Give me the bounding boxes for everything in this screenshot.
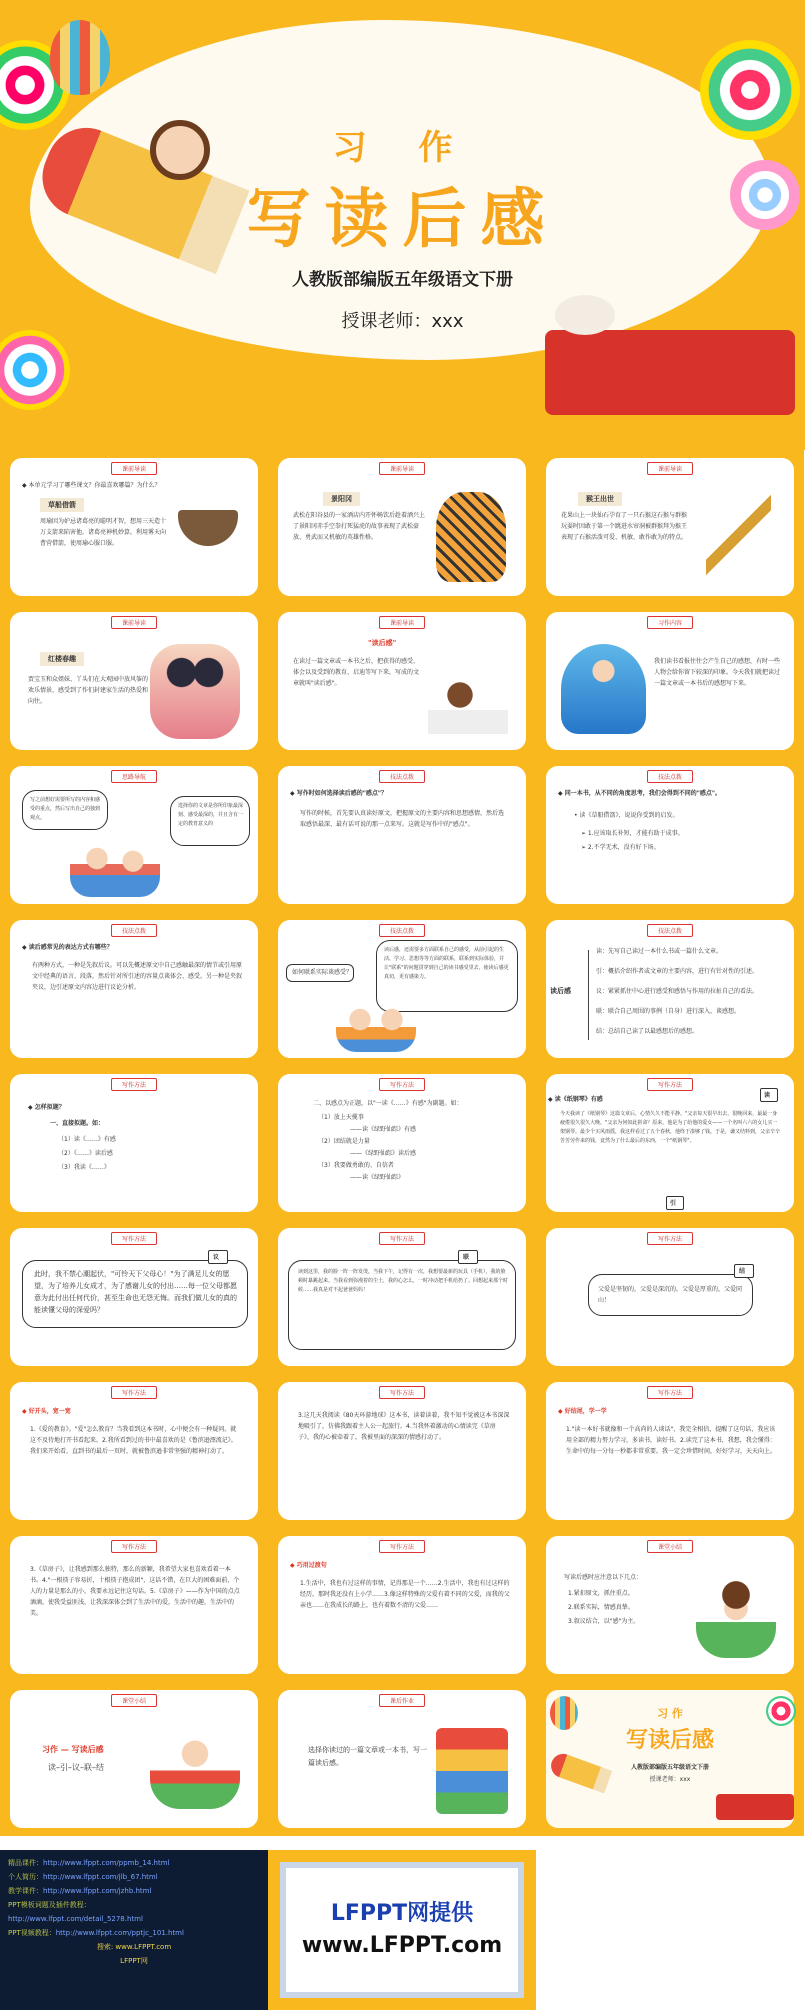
slide-tag: 课前导读 [379, 616, 425, 629]
slide-chip: 红楼春趣 [40, 652, 84, 666]
slide-tag: 思路导航 [111, 770, 157, 783]
structure-mark: 结 [739, 1268, 746, 1275]
slide-thumbnail[interactable] [268, 604, 536, 758]
slide-tag: 写作方法 [111, 1386, 157, 1399]
slide-thumbnail[interactable] [268, 1682, 536, 1836]
slide-body: 贾宝玉和众姐妹、丫头们在大观园中放风筝的欢乐情景，感受到了作们封建家生活的热爱和向往。 [28, 676, 149, 705]
slide-tag: 技法点拨 [647, 924, 693, 937]
slide-thumbnail[interactable] [0, 1682, 268, 1836]
brand-line-2[interactable]: www.LFPPT.com [301, 1933, 503, 1958]
slide-body: 我们读书看报往往会产生自己的感想，有时一些人物会给你留下较深的印象。今天我们就把读过一篇文章或一本书后的感想写下来。 [654, 658, 781, 687]
cover-slide [0, 0, 805, 450]
diagram-center: 读后感 [550, 987, 571, 995]
cover-subtitle: 人教版部编版五年级语文下册 [292, 270, 513, 290]
slide-line: ◆ 怎样拟题？ [28, 1104, 65, 1111]
slide-thumbnail[interactable] [536, 1220, 804, 1374]
slide-heading: ◆ 好开头，宽一宽 [22, 1408, 71, 1415]
cover-heading-big: 写读后感 [246, 183, 559, 257]
link-label: 精品课件： [8, 1859, 43, 1867]
slide-line: 3.叙议结合，以"感"为主。 [568, 1618, 640, 1625]
link-label: 教学课件： [8, 1887, 43, 1895]
slide-thumbnail[interactable] [536, 912, 804, 1066]
slide-thumbnail[interactable] [0, 450, 268, 604]
slide-body: 3.这几天我阅读《80天环游地球》这本书，读着读着，我不知不觉被这本书深深地吸引了，仿佛我跟着主人公一起旅行。4.当我怀着激动的心情读完《草房子》，我的心被牵着了，我被里面的深深的情感打动了。 [298, 1412, 510, 1441]
thought-bubble: 写之前想好需要所写的内容和感受的重点，然后写出自己的独到观点。 [30, 797, 101, 821]
brand-card [280, 1862, 524, 1998]
slide-line: （3）我读《……》 [58, 1164, 110, 1171]
slide-body: 周瑜因为妒忌诸葛亮的聪明才智，想用三天造十万支箭来陷害他。诸葛亮神机妙算，利用雾天向曹营借箭，使周瑜心服口服。 [40, 518, 167, 547]
toy-train-icon [545, 330, 795, 415]
slide-thumbnail[interactable] [0, 1528, 268, 1682]
slide-body: 今天我读了《纸钢琴》这篇文章后，心情久久不能平静。"父亲每天很早出去，很晚回来，最最一身疲倦很久很久大晚。"父亲为何如此拼命？原来，他是为了给他的爱女——一个名叫六六的女儿买一架钢琴。最少个买风雨摇，我这样看过了五个春秋，他终于凑够了钱。于是，谦又结料到，父亲辛辛苦苦劳作来的钱，竟然为了什么最后的东西，一个"纸钢琴"。 [560, 1111, 781, 1144]
footer [0, 1850, 805, 2010]
slide-thumbnail[interactable] [0, 1220, 268, 1374]
monkey-king-icon [706, 490, 771, 580]
slide-question: ◆ 写作时如何选择读后感的"感点"？ [290, 790, 387, 797]
footer-link[interactable]: http://www.lfppt.com/jzhb.html [43, 1887, 152, 1895]
slide-heading: ◆ 好结尾，学一学 [558, 1408, 607, 1415]
slide-thumbnail[interactable] [536, 450, 804, 604]
slide-tag: 课堂小结 [111, 1694, 157, 1707]
slide-tag: 课后作业 [379, 1694, 425, 1707]
slide-thumbnail[interactable] [268, 758, 536, 912]
slide-chip: 景阳冈 [323, 492, 360, 506]
two-girls-icon [150, 644, 240, 739]
slide-question: ◆ 本单元学习了哪些课文？你最喜欢哪篇？为什么？ [22, 482, 161, 489]
slide-thumbnail[interactable] [268, 1220, 536, 1374]
footer-link[interactable]: http://www.lfppt.com/pptjc_101.html [55, 1929, 184, 1937]
slide-line: 一、直接拟题。如： [50, 1120, 105, 1127]
slide-thumbnail[interactable] [0, 758, 268, 912]
footer-link[interactable]: http://www.lfppt.com/jlb_67.html [43, 1873, 158, 1881]
slide-line: （1）放上天揽事 [318, 1114, 364, 1121]
diagram-item: 读：先写自己读过一本什么书或一篇什么文章。 [596, 948, 723, 955]
slide-thumbnail[interactable] [0, 1066, 268, 1220]
diagram-item: 联：联合自己周围的事例（自身）进行深入、谈感想。 [596, 1008, 741, 1015]
slide-body: 父爱是坚韧的，父爱是深沉的。父爱是厚重的，父爱同山！ [598, 1286, 743, 1304]
diagram-item: 引：概括介绍作者或文章的主要内容，进行有针对性的引述。 [596, 968, 759, 975]
kids-playing-icon [70, 842, 160, 897]
boy-on-wave-icon [561, 644, 646, 734]
slide-tag: 技法点拨 [647, 770, 693, 783]
reading-girl-icon [428, 674, 508, 734]
speech-bubble: 读后感，还需要多方面联系自己的感受，从前引起的生活、学习、思想等等方面的联系，联系到实际体验，并让"联系"的问题贯穿到自己的读书感受里去，使读后感更真切，更有感染力。 [384, 947, 509, 980]
slide-tag: 写作方法 [647, 1078, 693, 1091]
slide-tag: 写作方法 [379, 1078, 425, 1091]
slide-body: 有两种方式，一种是先叙后议。可以先概述原文中自己感触最深的情节或引用原文中经典的语言、段落，然后针对所引述的容量点谈体会、感受。另一种是夹叙夹议，边引述原文内容边进行议论分析。 [32, 962, 243, 991]
slide-line: 二、以感点为正题，以"一读《……》有感"为副题。如： [313, 1100, 463, 1107]
slide-chip: "读后感" [368, 639, 397, 647]
slide-body: 1."读一本好书就像和一个高尚的人谈话"，我完全相信，提醒了这句话，我应该用全部的精力努力学习，多读书，读好书。2.读完了这本书，我想，我会懂得：生命中的每一分每一秒都非常重要。我一定会珍惜时间，好好学习，天天向上。 [566, 1426, 777, 1455]
site-label[interactable]: 搜索: www.LFPPT.com [96, 1943, 172, 1951]
slide-tag: 习作内容 [647, 616, 693, 629]
slide-thumbnail[interactable] [536, 758, 804, 912]
summary-title: 习作 — 写读后感 [42, 1745, 104, 1754]
slide-thumbnail[interactable] [536, 1528, 804, 1682]
slide-line: ➢ 1.应该取长补短，才能有助于成事。 [581, 830, 684, 837]
slide-heading: ◆ 巧用过渡句 [290, 1562, 327, 1569]
kids-talking-icon [336, 1002, 416, 1052]
slide-tag: 技法点拨 [379, 770, 425, 783]
link-label: PPT模板词题及插件教程： [8, 1901, 91, 1909]
mini-cover-small: 习 作 [657, 1707, 683, 1720]
girl-with-book-icon [696, 1568, 776, 1658]
slide-tag: 课前导读 [647, 462, 693, 475]
slide-line: 2.联系实际，情感真挚。 [568, 1604, 634, 1611]
structure-mark: 联 [463, 1254, 470, 1261]
brand-line-1: LFPPT网提供 [330, 1901, 474, 1926]
slide-tag: 技法点拨 [379, 924, 425, 937]
slide-tag: 课前导读 [379, 462, 425, 475]
slide-body: 1.生活中，我也有过这样的事情，记得那是一个……2.生活中，我也有过这样的经历，那时我还没有上小学……3.像这样特殊的父爱有着不同的父爱，而我的父亲也……在我成长的路上，也有着数不清的父爱…… [300, 1580, 510, 1609]
slide-thumbnail[interactable] [268, 1528, 536, 1682]
slide-body: 选择你读过的一篇文章或一本书，写一篇读后感。 [308, 1746, 427, 1767]
slide-line: （3）我要做勇敢的、自信者 [318, 1162, 394, 1169]
slide-body: 3.《草房子》，让我感到那么独特，那么的新颖，我希望大家也喜欢看着一本书。4."一根筷子容易折，十根筷子抱成团"，这话不错，在巨大的困难面前，个人的力量是那么的小，我要永远记住这句话。5.《草房子》——作为中国的点点滴滴，使我受益匪浅，让我深深体会到了生活中的爱，生活中的趣，生活中的美。 [30, 1566, 240, 1617]
mini-cover-subtitle: 人教版部编版五年级语文下册 [630, 1764, 709, 1771]
cover-heading-small: 习 作 [332, 128, 473, 168]
slide-line: （2）《……》读后感 [58, 1150, 113, 1157]
mini-cover-big: 写读后感 [625, 1728, 714, 1753]
slide-thumbnail[interactable] [268, 450, 536, 604]
slide-chip: 猴王出世 [578, 492, 622, 506]
slide-body: 在读过一篇文章或一本书之后，把获得的感受、体会以及受到的教育、启迪等写下来，写成的文章就叫"读后感"。 [293, 658, 420, 687]
slide-line: ➢ 2.不学无术，没有好下场。 [581, 844, 660, 851]
diagram-item: 结：总结自己读了以最感想后的感想。 [596, 1028, 699, 1035]
slide-thumbnail[interactable] [536, 1682, 804, 1836]
slide-thumbnail[interactable] [0, 912, 268, 1066]
mini-cover-teacher: 授课老师：xxx [649, 1776, 691, 1783]
slide-line: ◆ 同一本书，从不同的角度思考，我们会得到不同的"感点"。 [558, 790, 721, 797]
footer-link[interactable]: http://www.lfppt.com/ppmb_14.html [43, 1859, 170, 1867]
slide-chip: 草船借箭 [40, 498, 84, 512]
slide-thumbnail[interactable] [536, 1066, 804, 1220]
reading-kid-icon [150, 1724, 240, 1809]
slide-thumbnail[interactable] [0, 604, 268, 758]
slide-tag: 课前导读 [111, 616, 157, 629]
slide-tag: 写作方法 [379, 1386, 425, 1399]
tiger-icon [436, 492, 506, 582]
diagram-item: 议：紧紧抓住中心进行感受和感悟与作用的拉扯自己的看法。 [596, 988, 759, 995]
slide-heading: ◆ 读《纸钢琴》有感 [548, 1096, 603, 1103]
link-label: PPT视频教程： [8, 1929, 56, 1937]
structure-mark: 议 [213, 1254, 220, 1261]
slide-tag: 写作方法 [647, 1386, 693, 1399]
footer-link[interactable]: http://www.lfppt.com/detail_5278.html [8, 1915, 143, 1923]
link-label: 个人简历： [8, 1873, 43, 1881]
slide-thumbnail[interactable] [536, 1374, 804, 1528]
slide-line: 1.紧扣原文，抓住重点。 [568, 1590, 634, 1597]
slide-tag: 写作方法 [111, 1078, 157, 1091]
slide-thumbnail[interactable] [268, 1066, 536, 1220]
slide-line: • 读《草船借箭》，说说你受到的启发。 [574, 812, 679, 819]
cover-teacher: 授课老师：xxx [341, 311, 464, 332]
slide-body: 1.《爱的教育》。"爱"怎么教育？当我看到这本书时，心中便会有一种疑问。就这不及待地打开书看起来。2.我所看到过的书中最喜欢的是《鲁滨逊漂流记》。我们来开始看，直到书的最后一页时，就被鲁滨逊非常坚强的精神打动了。 [30, 1426, 237, 1455]
slide-thumbnail[interactable] [536, 604, 804, 758]
slide-body: 武松在阳谷县的一家酒店内开怀畅饮后趁着酒兴上了景阳冈赤手空拳打死猛虎的故事表现了武松豪放、勇武而又机敏的英雄性格。 [293, 512, 426, 541]
summary-subtitle: 读–引–议–联–结 [48, 1763, 104, 1772]
slide-body: 此时，我不禁心潮起伏，"可怜天下父母心！"为了满足儿女的愿望，为了培养儿女成才，为了感谢儿女的付出……每一位父母都愿意为此付出任何代价，甚至生命也无怨无悔。而我们做儿女的真的能读懂父母的深爱吗？ [34, 1270, 237, 1314]
footer-links-panel [0, 1850, 268, 2010]
books-and-kid-icon [436, 1728, 508, 1814]
hot-air-balloon-icon [50, 20, 110, 95]
structure-mark: 引 [670, 1200, 677, 1207]
slide-line: （1）读《……》有感 [58, 1136, 116, 1143]
slide-body: 写作的时候，首先要认真读好原文，把握原文的主要内容和思想感情，然后选取感悟最深、最有话可说的那一点来写。这就是写作中的"感点"。 [300, 810, 505, 828]
thought-bubble: 选择你的文章是你所印象最深刻、感受最深的，并且含有一定的教育意义的 [178, 803, 244, 827]
slide-tag: 写作方法 [111, 1232, 157, 1245]
slide-tag: 写作方法 [379, 1232, 425, 1245]
slide-tag: 写作方法 [379, 1540, 425, 1553]
slide-body: 读到这里，我的脸一阵一阵发烫，当我下午，记得有一次，我想要最新的玩具（手机），我的脸顿时暴跳起来。当我看到弥漫着的尘土，我的心怎么，一时冲动把手机给扔了。回想起来那个时候……我真是对不起爸爸妈妈！ [298, 1269, 509, 1293]
slide-tag: 技法点拨 [111, 924, 157, 937]
slide-line: ——读《绿野仙踪》 [350, 1174, 405, 1181]
slide-thumbnail[interactable] [268, 912, 536, 1066]
brand-panel [268, 1850, 536, 2010]
slide-thumbnail[interactable] [0, 1374, 268, 1528]
site-sub: LFPPT网 [120, 1957, 148, 1965]
mini-train-icon [716, 1794, 794, 1820]
structure-mark: 读 [764, 1092, 771, 1099]
slide-line: （2）团结就是力量 [318, 1138, 370, 1145]
slide-tag: 课前导读 [111, 462, 157, 475]
slide-line: ——《绿野仙踪》读后感 [350, 1150, 417, 1157]
slide-line: ——读《绿野仙踪》有感 [350, 1126, 417, 1133]
slide-line: 写读后感时应注意以下几点： [564, 1574, 643, 1581]
question-bubble: 如何联系实际谈感受？ [292, 969, 353, 976]
slide-question: ◆ 读后感常见的表达方式有哪些？ [22, 944, 113, 951]
lollipop-decoration [0, 330, 70, 410]
slide-body: 花果山上一块仙石孕育了一只石猴这石猴与群猴玩耍时因敢于第一个跳进水帘洞被群猴拜为猴王表现了石猴活泼可爱、机敏、敢作敢为的特点。 [561, 512, 688, 541]
slide-tag: 写作方法 [111, 1540, 157, 1553]
slide-tag: 课堂小结 [647, 1540, 693, 1553]
slide-tag: 写作方法 [647, 1232, 693, 1245]
slide-thumbnail[interactable] [268, 1374, 536, 1528]
